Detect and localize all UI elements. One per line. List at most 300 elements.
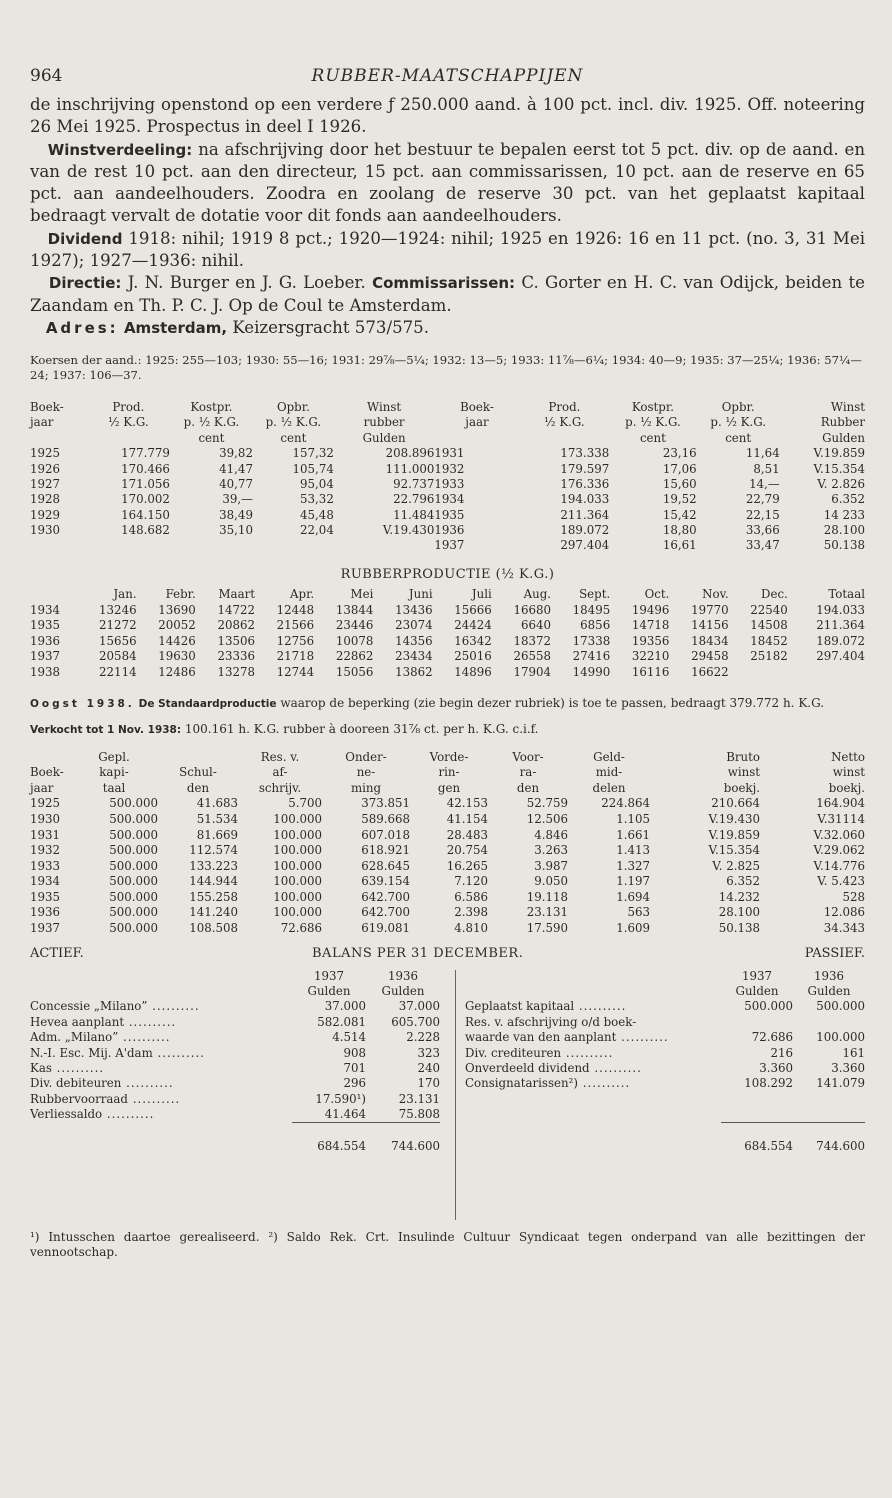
- table-cell: V. 2.826: [817, 476, 865, 491]
- balans-item-label: [465, 1045, 721, 1060]
- table-cell: 1.609: [616, 921, 650, 936]
- table-cell: [465, 968, 721, 983]
- table-cell: 618.921: [361, 843, 410, 858]
- balans-value: 216: [770, 1045, 793, 1060]
- table-row: [30, 445, 865, 460]
- table-cell: 1927: [30, 476, 61, 491]
- table-cell: 38,49: [219, 507, 253, 522]
- page: [30, 60, 865, 1261]
- table-cell: 133.223: [189, 858, 238, 873]
- column-header: mid-: [595, 765, 623, 780]
- balans-value: 500.000: [744, 999, 793, 1014]
- table-cell: 100.000: [273, 827, 322, 842]
- directie: Directie: J. N. Burger en J. G. Loeber. Commissarissen: C. Gorter en H. C. van Odijck, beiden te Zaandam en Th. P. C. J. Op de Coul te Amsterdam.: [30, 273, 865, 315]
- column-header: [434, 430, 519, 445]
- balans-value: 72.686: [751, 1030, 793, 1045]
- column-header: Gulden: [822, 430, 865, 445]
- column-header: winst: [727, 765, 760, 780]
- table-cell: V.19.430: [708, 811, 760, 826]
- dividend: Dividend 1918: nihil; 1919 8 pct.; 1920—1924: nihil; 1925 en 1926: 16 en 11 pct. (no. 3, 31 Mei 1927); 1927—1936: nihil.: [30, 228, 865, 271]
- balans-item-text: Kas: [30, 1060, 52, 1075]
- column-header: ra-: [519, 765, 537, 780]
- column-header: Voor-: [512, 749, 544, 764]
- table-cell: 100.000: [273, 889, 322, 904]
- column-header: winst: [832, 765, 865, 780]
- table-cell: 1930: [30, 523, 61, 538]
- koersen: Koersen der aand.: 1925: 255—103; 1930: 55—16; 1931: 29⅞—5¼; 1932: 13—5; 1933: 11⅞—6¼; 1934: 40—9; 1935: 37—25¼; 1936: 57¼—24; 1937: 106—37.: [30, 353, 862, 383]
- table-cell: 39,82: [219, 446, 253, 461]
- table-cell: 1.327: [616, 858, 650, 873]
- column-header: Rubber: [820, 415, 865, 430]
- table-row: [30, 858, 865, 874]
- table-cell: 21272: [99, 618, 137, 633]
- column-header: Opbr.: [276, 399, 310, 414]
- table-cell: 20862: [217, 618, 255, 633]
- actief-label: ACTIEF.: [30, 945, 84, 961]
- table-cell: 35,10: [219, 523, 253, 538]
- table-cell: 23,16: [662, 446, 697, 461]
- table-cell: 500.000: [109, 874, 158, 889]
- table-cell: 148.682: [121, 523, 170, 538]
- table-cell: 500.000: [109, 889, 158, 904]
- table-row: [30, 522, 865, 537]
- balans-item-text: Geplaatst kapitaal: [465, 999, 575, 1014]
- table-cell: 45,48: [300, 507, 334, 522]
- column-header: [158, 749, 238, 765]
- balans-actief: [30, 968, 440, 1154]
- table-header-row: [30, 764, 865, 780]
- table-cell: 6.352: [726, 874, 760, 889]
- table-cell: 27416: [572, 649, 611, 664]
- balans-item-label: [30, 1060, 292, 1075]
- table-row: [30, 476, 865, 491]
- table-cell: 112.574: [189, 843, 238, 858]
- table-cell: 16116: [631, 664, 670, 679]
- table-cell: V. 5.423: [817, 874, 865, 889]
- table-cell: 589.668: [361, 811, 410, 826]
- column-header: Prod.: [112, 399, 145, 414]
- table-cell: V.15.354: [813, 461, 865, 476]
- table-cell: 33,47: [745, 538, 780, 553]
- table-cell: 11.484: [393, 507, 435, 522]
- balans-item-text: Div. debiteuren: [30, 1076, 122, 1091]
- column-header: af-: [272, 765, 288, 780]
- table-cell: 1925: [30, 446, 61, 461]
- table-cell: 12.086: [823, 905, 865, 920]
- table-cell: 164.150: [121, 507, 170, 522]
- column-header: Gulden: [307, 983, 351, 998]
- table-cell: [465, 983, 721, 998]
- table-cell: 1925: [30, 796, 61, 811]
- table-cell: V.19.430: [382, 523, 435, 538]
- balans-item-label: [30, 1106, 292, 1122]
- balans-item-label: [30, 1014, 292, 1029]
- table-cell: 563: [627, 905, 650, 920]
- table-cell: V.19.859: [813, 446, 865, 461]
- balans-item-text: N.-I. Esc. Mij. A'dam: [30, 1045, 153, 1060]
- leader-dots: ..........: [147, 999, 200, 1014]
- table-cell: 6.586: [454, 889, 488, 904]
- table-cell: [30, 538, 87, 553]
- table-cell: V.15.354: [708, 843, 760, 858]
- table-cell: 15656: [99, 633, 137, 648]
- balans-row: [30, 1029, 440, 1044]
- table-cell: 19.118: [526, 889, 568, 904]
- column-header: Totaal: [828, 586, 865, 601]
- table-cell: 13506: [217, 633, 255, 648]
- table-cell: 141.240: [189, 905, 238, 920]
- balans-value: 23.131: [398, 1091, 440, 1106]
- column-header: Aug.: [523, 586, 551, 601]
- spacer-row: [465, 1106, 865, 1122]
- table-cell: 23434: [395, 649, 433, 664]
- table-cell: 81.669: [196, 827, 238, 842]
- balans-value: 17.590¹): [315, 1091, 366, 1106]
- table-cell: 210.664: [711, 796, 760, 811]
- table-cell: 619.081: [361, 921, 410, 936]
- table-cell: 50.138: [718, 921, 760, 936]
- table-cell: 1934: [434, 492, 465, 507]
- table-cell: 12486: [158, 664, 196, 679]
- column-header: Juni: [408, 586, 433, 601]
- balans-header: [30, 946, 865, 966]
- table-cell: 373.851: [361, 796, 410, 811]
- table-cell: [30, 968, 292, 983]
- table-cell: 28.100: [823, 523, 865, 538]
- table-cell: 13436: [395, 602, 433, 617]
- column-header: Dec.: [761, 586, 788, 601]
- table-cell: 23074: [395, 618, 433, 633]
- total-rule: [793, 1122, 865, 1138]
- balans-value: 108.292: [744, 1076, 793, 1091]
- column-header: Mei: [350, 586, 374, 601]
- column-header: Febr.: [165, 586, 196, 601]
- balans-item-text: Concessie „Milano”: [30, 999, 148, 1014]
- table-cell: V.29.062: [813, 843, 865, 858]
- table-row: [30, 461, 865, 476]
- spacer-row: [30, 1122, 440, 1138]
- table-cell: 500.000: [109, 921, 158, 936]
- table-cell: [729, 664, 788, 680]
- table-cell: 628.645: [361, 858, 410, 873]
- column-header: 1936: [813, 968, 845, 983]
- table-cell: 18452: [750, 633, 788, 648]
- table-cell: 7.120: [454, 874, 488, 889]
- column-header: [30, 749, 70, 765]
- table-cell: 1934: [30, 602, 61, 617]
- oogst-note: Oogst 1938. De Standaardproductie waarop de beperking (zie begin dezer rubriek) is toe te passen, bedraagt 379.772 h. K.G.: [30, 695, 825, 710]
- table-cell: 1938: [30, 664, 61, 679]
- table-cell: [30, 1138, 292, 1153]
- table-cell: 13246: [99, 602, 137, 617]
- total-value: 684.554: [744, 1138, 793, 1153]
- table-cell: [793, 1106, 865, 1122]
- column-header: Opbr.: [721, 399, 755, 414]
- table-cell: 14.232: [718, 889, 760, 904]
- table-cell: 41.683: [196, 796, 238, 811]
- balans-item-label: [465, 999, 721, 1014]
- column-header: Boek-: [460, 399, 494, 414]
- column-header: rubber: [363, 415, 405, 430]
- balans-value: 3.360: [831, 1060, 865, 1075]
- balans-divider: [455, 970, 456, 1220]
- table-cell: 3.987: [534, 858, 568, 873]
- running-header: [30, 60, 865, 94]
- table-cell: V.19.859: [708, 827, 760, 842]
- balans-value: 75.808: [398, 1107, 440, 1122]
- running-title: RUBBER-MAATSCHAPPIJEN: [311, 66, 584, 86]
- balans-row: [30, 1014, 440, 1029]
- table-cell: 100.000: [273, 843, 322, 858]
- table-cell: 3.263: [534, 843, 568, 858]
- table-row: [30, 796, 865, 812]
- winstverdeeling: Winstverdeeling: na afschrijving door het bestuur te bepalen eerst tot 5 pct. div. op de aand. en van de rest 10 pct. aan den directeur, 15 pct. aan commissarissen, 10 pct. aan de reserve en 65 pct. aan aandeelhouders. Zoodra en zoolang de reserve 30 pct. van het geplaatst kapitaal bedraagt vervalt de dotatie voor dit fonds aan aandeelhouders.: [30, 139, 866, 226]
- table-cell: 1.661: [616, 827, 650, 842]
- table-cell: 108.508: [189, 921, 238, 936]
- balans-row: [465, 1045, 865, 1060]
- table-cell: [170, 538, 253, 553]
- table-cell: 1931: [434, 446, 465, 461]
- column-header: kapi-: [99, 765, 129, 780]
- table-cell: 22.796: [393, 492, 435, 507]
- table-cell: 1935: [30, 889, 61, 904]
- table-cell: 157,32: [292, 446, 334, 461]
- table-cell: 25182: [750, 649, 788, 664]
- table-cell: 52.759: [526, 796, 568, 811]
- table-cell: 22,04: [300, 523, 334, 538]
- total-rule: [292, 1122, 366, 1138]
- table-cell: 33,66: [745, 523, 780, 538]
- column-header: Kostpr.: [631, 399, 674, 414]
- balans-value: 41.464: [324, 1107, 366, 1122]
- balans-value: [721, 1014, 793, 1029]
- column-header: Gulden: [362, 430, 406, 445]
- balans-unit-row: [30, 983, 440, 998]
- column-header: [30, 430, 87, 445]
- table-cell: 28.483: [446, 827, 488, 842]
- column-header: Gulden: [807, 983, 851, 998]
- table-cell: [465, 1091, 721, 1106]
- table-cell: 1936: [434, 523, 465, 538]
- column-header: p. ½ K.G.: [625, 415, 681, 430]
- column-header: Vorde-: [429, 749, 469, 764]
- total-row: [30, 1138, 440, 1153]
- table-cell: 155.258: [189, 889, 238, 904]
- balans-value: [793, 1014, 865, 1029]
- table-cell: 23446: [335, 618, 374, 633]
- table-cell: 111.000: [385, 461, 435, 476]
- column-header: Juli: [471, 586, 492, 601]
- table-cell: [721, 1106, 793, 1122]
- table-cell: 25016: [454, 649, 492, 664]
- table-cell: 6640: [520, 618, 551, 633]
- column-header: Winst: [830, 399, 865, 414]
- balans-item-label: [30, 999, 292, 1014]
- balans-row: [30, 1060, 440, 1075]
- table-cell: 17,06: [662, 461, 697, 476]
- leader-dots: ..........: [102, 1107, 155, 1122]
- table-cell: 1.694: [616, 889, 650, 904]
- table-header-row: [30, 586, 865, 602]
- table-cell: 1933: [434, 476, 465, 491]
- balans-value: 2.228: [406, 1030, 440, 1045]
- table-cell: 14 233: [823, 507, 865, 522]
- table-cell: 1926: [30, 461, 61, 476]
- table-cell: 100.000: [273, 905, 322, 920]
- column-header: boekj.: [723, 780, 760, 795]
- table-cell: 1931: [30, 827, 61, 842]
- balans-unit-row: [465, 983, 865, 998]
- balans-passief: [465, 968, 865, 1154]
- column-header: Prod.: [548, 399, 581, 414]
- total-row: [465, 1138, 865, 1153]
- table-cell: [87, 538, 170, 553]
- table-cell: 20052: [158, 618, 196, 633]
- table-cell: 16.265: [446, 858, 488, 873]
- column-header: ming: [350, 780, 382, 795]
- table-cell: 1937: [30, 921, 61, 936]
- table-cell: 100.000: [273, 811, 322, 826]
- column-header: Sept.: [579, 586, 611, 601]
- table-cell: 4.846: [534, 827, 568, 842]
- table-cell: 211.364: [560, 507, 610, 522]
- table-cell: 21718: [276, 649, 315, 664]
- table-cell: 14990: [572, 664, 611, 679]
- balans-value: 323: [417, 1045, 440, 1060]
- table-cell: 15,60: [662, 476, 697, 491]
- table-cell: 12.506: [526, 811, 568, 826]
- table-row: [30, 842, 865, 858]
- table-cell: 170.002: [121, 492, 170, 507]
- table-cell: 1936: [30, 633, 61, 648]
- table-cell: 14156: [691, 618, 729, 633]
- table-cell: 639.154: [361, 874, 410, 889]
- balans-value: 3.360: [759, 1060, 793, 1075]
- column-header: ne-: [356, 765, 376, 780]
- table-cell: 50.138: [823, 538, 865, 553]
- column-header: Maart: [218, 586, 255, 601]
- table-row: [30, 905, 865, 921]
- table-cell: 13690: [158, 602, 196, 617]
- balans-item-text: Rubbervoorraad: [30, 1091, 128, 1106]
- table-cell: 1.197: [616, 874, 650, 889]
- column-header: den: [186, 780, 210, 795]
- table-cell: 6.352: [831, 492, 865, 507]
- table-row: [30, 492, 865, 507]
- table-cell: 39,—: [222, 492, 253, 507]
- column-header: p. ½ K.G.: [183, 415, 240, 430]
- table-cell: [334, 538, 435, 553]
- balans-value: 240: [417, 1060, 440, 1075]
- column-header: Schul-: [179, 765, 217, 780]
- table-header-row: [30, 749, 865, 765]
- adres: Adres: Amsterdam, Keizersgracht 573/575.: [45, 317, 430, 337]
- column-header: p. ½ K.G.: [265, 415, 322, 430]
- table-row: [30, 602, 865, 618]
- table-cell: 22,79: [745, 492, 780, 507]
- table-cell: 208.896: [385, 446, 435, 461]
- leader-dots: ..........: [616, 1030, 669, 1045]
- column-header: Apr.: [290, 586, 315, 601]
- table-cell: [30, 1122, 292, 1138]
- leader-dots: ..........: [574, 999, 627, 1014]
- balans-value: 605.700: [391, 1014, 440, 1029]
- table-cell: 12744: [276, 664, 315, 679]
- table-cell: 1930: [30, 811, 61, 826]
- balans-item-text: Consignatarissen²): [465, 1076, 578, 1091]
- table-cell: 171.056: [121, 476, 170, 491]
- table-cell: 92.737: [393, 476, 435, 491]
- table-cell: 14722: [217, 602, 255, 617]
- column-header: ½ K.G.: [544, 415, 585, 430]
- table-cell: 1928: [30, 492, 61, 507]
- table-cell: 23336: [217, 649, 255, 664]
- table-cell: 17904: [513, 664, 551, 679]
- column-header: cent: [639, 430, 666, 445]
- table-cell: 16342: [454, 633, 492, 648]
- spacer-row: [465, 1091, 865, 1106]
- column-header: Geld-: [593, 749, 625, 764]
- balans-value: 582.081: [317, 1014, 366, 1029]
- table-cell: 189.072: [560, 523, 610, 538]
- table-cell: 176.336: [560, 476, 610, 491]
- table-cell: 5.700: [288, 796, 322, 811]
- table-cell: 18434: [691, 633, 729, 648]
- spacer-row: [465, 1122, 865, 1138]
- table-cell: 1935: [434, 507, 465, 522]
- financial-table: [30, 749, 865, 936]
- table-cell: 15666: [454, 602, 492, 617]
- column-header: jaar: [30, 780, 54, 795]
- balans-row: [30, 999, 440, 1014]
- intro-text: de inschrijving openstond op een verdere ƒ 250.000 aand. à 100 pct. incl. div. 1925. Off. noteering 26 Mei 1925. Prospectus in deel I 1926.: [30, 95, 865, 137]
- table-cell: 500.000: [109, 796, 158, 811]
- balans-item-text: waarde van den aanplant: [465, 1030, 617, 1045]
- column-header: 1937: [313, 968, 345, 983]
- table-cell: 297.404: [816, 649, 865, 664]
- table-header-row: [30, 415, 865, 430]
- table-cell: 14356: [395, 633, 433, 648]
- column-header: Nov.: [702, 586, 729, 601]
- column-header: Res. v.: [260, 749, 300, 764]
- column-header: Netto: [831, 749, 865, 764]
- company-description: [30, 94, 865, 339]
- table-cell: 10078: [335, 633, 374, 648]
- balans-value: 37.000: [398, 999, 440, 1014]
- passief-label: PASSIEF.: [804, 945, 865, 961]
- table-cell: 500.000: [109, 905, 158, 920]
- table-cell: 41,47: [219, 461, 253, 476]
- column-header: Gepl.: [98, 749, 130, 764]
- leader-dots: ..........: [121, 1076, 174, 1091]
- column-header: 1936: [387, 968, 419, 983]
- leader-dots: ..........: [127, 1091, 181, 1106]
- table-cell: 9.050: [534, 874, 568, 889]
- balans-row: [30, 1045, 440, 1060]
- column-header: Gulden: [735, 983, 779, 998]
- table-cell: 22540: [750, 602, 788, 617]
- column-header: cent: [725, 430, 752, 445]
- table-cell: V. 2.825: [712, 858, 760, 873]
- table-cell: 500.000: [109, 843, 158, 858]
- table-cell: 40,77: [219, 476, 253, 491]
- column-header: schrijv.: [258, 780, 302, 795]
- column-header: jaar: [30, 415, 54, 430]
- table-cell: 1929: [30, 507, 61, 522]
- table-cell: [465, 1106, 721, 1122]
- table-cell: 13278: [217, 664, 255, 679]
- table-cell: 1932: [30, 843, 61, 858]
